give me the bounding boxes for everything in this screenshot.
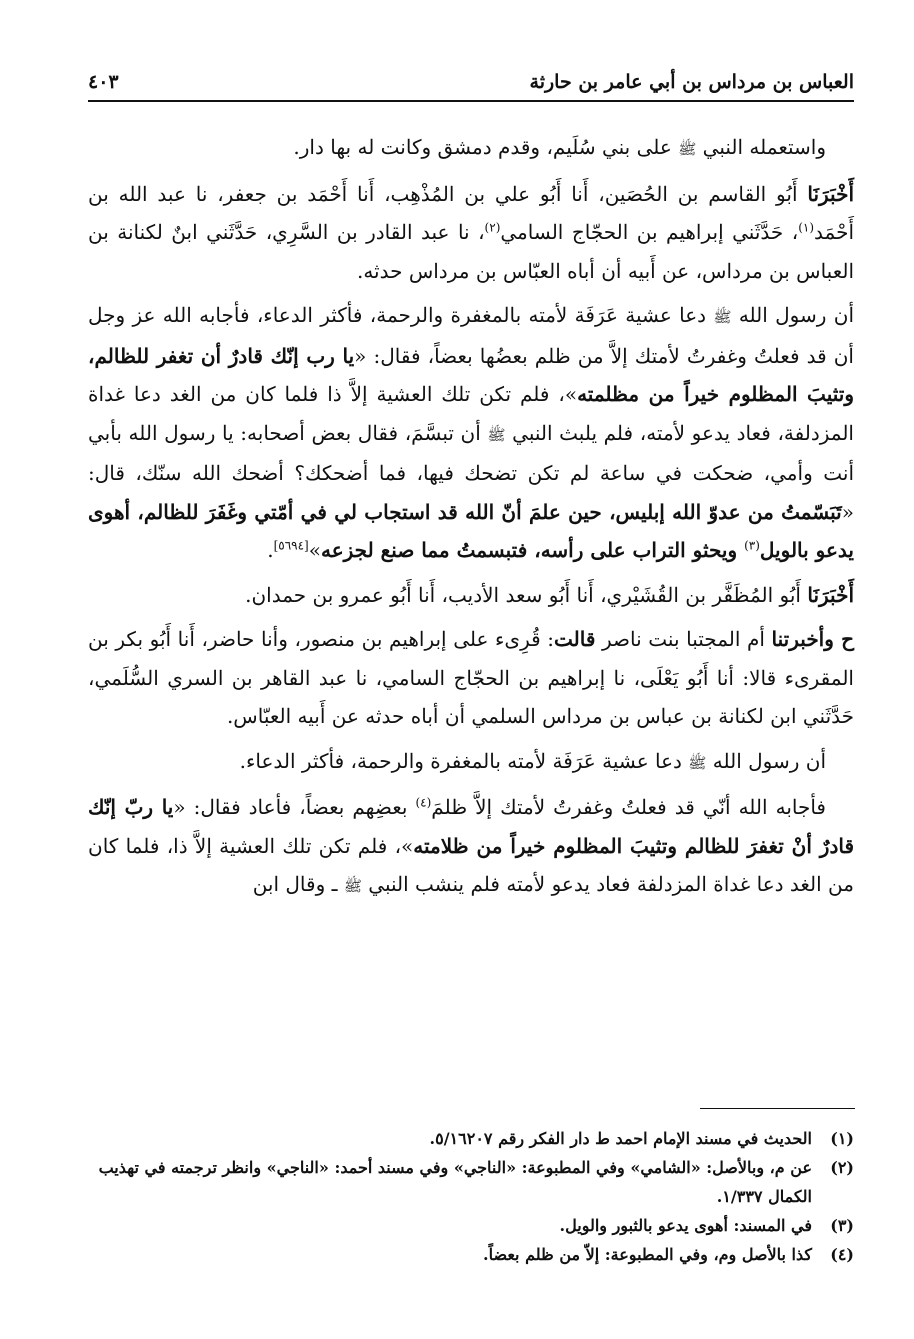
paragraph-7: [88, 788, 854, 906]
text-run: أن رسول الله: [731, 303, 854, 327]
paragraph-2: [88, 175, 854, 291]
text-run: دعا عشية عَرَفَة لأمته بالمغفرة والرحمة، فأكثر الدعاء.: [239, 748, 689, 773]
footnote: [88, 1153, 854, 1211]
text-run: فأجابه الله أنّي قد فعلتُ وغفرتُ لأمتك إلاَّ ظلمَ: [431, 795, 826, 819]
text-run: واستعمله النبي: [696, 135, 826, 159]
paragraph-1: [88, 128, 854, 169]
paragraph-4: [88, 576, 854, 615]
isnad-keyword: أَخْبَرَنَا: [807, 582, 854, 607]
paragraph-6: [88, 742, 854, 783]
isnad-keyword: ح وأخبرتنا: [771, 627, 855, 651]
main-text: [88, 128, 854, 906]
honorific-glyph: ﷺ: [713, 308, 732, 326]
running-header: [88, 62, 854, 102]
footnote-text: في المسند: أهوى يدعو بالثبور والويل.: [559, 1216, 812, 1235]
text-run: أَبُو المُظَفَّر بن القُشَيْري، أَنا أَبُو سعد الأديب، أَنا أَبُو عمرو بن حمدان.: [245, 582, 808, 607]
text-run: أَبُو القاسم بن الحُصَين، أَنا أَبُو علي بن المُذْهِب، أَنا أَحْمَد بن جعفر، نا عبد الله بن أَحْمَد: [88, 181, 854, 244]
text-run: أم المجتبا بنت ناصر: [595, 627, 772, 651]
header-title: العباس بن مرداس بن أبي عامر بن حارثة: [529, 71, 854, 93]
honorific-glyph: ﷺ: [487, 425, 506, 444]
hadith-quote: ويحثو التراب على رأسه، فتبسمتُ مما صنع لجزعه: [320, 538, 745, 562]
footnote-number: (٢): [830, 1158, 854, 1177]
text-run: ، حَدَّثَني إبراهيم بن الحجّاج السامي: [500, 220, 799, 244]
footnotes: [88, 1124, 854, 1269]
honorific-glyph: ﷺ: [688, 753, 707, 772]
hadith-quote: تَبَسّمتُ من عدوّ الله إبليس، حين علمَ أنّ الله قد استجاب لي في أمّتي وغَفَرَ للظالم، أهوى يدعو بالويل: [88, 499, 854, 562]
footnote-ref: (٤): [415, 795, 432, 810]
text-run: أن رسول الله: [706, 748, 826, 773]
footnote-number: (٣): [830, 1216, 854, 1235]
footnote-number: (١): [830, 1129, 854, 1148]
footnote-number: (٤): [830, 1245, 854, 1264]
text-run: على بني سُلَيم، وقدم دمشق وكانت له بها دار.: [293, 135, 679, 159]
text-run: : قُرِىء على إبراهيم بن منصور، وأنا حاضر، أَنا أَبُو بكر بن المقرىء قالا: أنا أَبُو يَعْلَى، نا إبراهيم بن الحجّاج السامي، نا عبد القاهر بن السري السُّلَمي، حَدَّثَني ابن لكنانة بن عباس بن مرداس السلمي أن أباه حدثه عن أَبيه العبّاس.: [88, 627, 854, 728]
isnad-keyword: أَخْبَرَنَا: [807, 181, 854, 206]
text-run: أن تبسَّمَ، فقال بعض أصحابه: يا رسول الله بأبي أنت وأمي، ضحكت في ساعة لم تكن تضحك فيها، فما أضحكك؟ أضحك الله سنّك، قال: «: [88, 420, 854, 524]
hadith-quote: يا رب إنّك قادرٌ أن تغفر للظالم، وتثيبَ المظلوم خيراً من مظلمته: [88, 343, 854, 406]
footnote: [88, 1124, 854, 1153]
text-run: »: [308, 538, 321, 562]
footnote-ref: (٣): [744, 538, 760, 553]
footnote: [88, 1211, 854, 1240]
text-run: بعضِهم بعضاً، فأعاد فقال: «: [173, 795, 416, 819]
footnote-ref: (٢): [484, 220, 501, 235]
page-number: ٤٠٣: [88, 71, 119, 93]
hadith-number: [٥٦٩٤]: [273, 538, 309, 553]
hadith-quote: يا ربّ إنّك قادرٌ أنْ تغفرَ للظالم وتثيبَ المظلوم خيراً من ظلامته: [88, 795, 855, 858]
footnote: [88, 1240, 854, 1269]
paragraph-3: [88, 296, 854, 570]
isnad-keyword: قالت: [554, 627, 596, 651]
text-run: »، فلم تكن تلك العشية إلاَّ ذا، فلما كان من الغد دعا غداة المزدلفة فعاد يدعو لأمته فلم ينشب النبي: [88, 833, 854, 896]
footnote-ref: (١): [798, 220, 815, 235]
footnote-text: الحديث في مسند الإمام احمد ط دار الفكر رقم ٥/١٦٢٠٧.: [429, 1129, 812, 1148]
footnote-text: كذا بالأصل وم، وفي المطبوعة: إلاّ من ظلم بعضاً.: [483, 1245, 812, 1264]
text-run: ـ وقال ابن: [252, 872, 344, 896]
honorific-glyph: ﷺ: [343, 877, 362, 895]
text-run: »، فلم تكن تلك العشية إلاَّ ذا فلما كان من الغد دعا غداة المزدلفة، فعاد يدعو لأمته، فلم يلبث النبي: [88, 382, 854, 445]
header-rule: [88, 100, 854, 102]
text-run: ، نا عبد القادر بن السَّرِي، حَدَّثَني ابنٌ لكنانة بن العباس بن مرداس، عن أَبيه أن أباه العبّاس بن مرداس حدثه.: [88, 220, 854, 283]
footnote-text: عن م، وبالأصل: «الشامي» وفي المطبوعة: «الناجي» وفي مسند أحمد: «الناجي» وانظر ترجمته في تهذيب الكمال ١/٣٣٧.: [98, 1158, 812, 1206]
paragraph-5: [88, 620, 854, 736]
text-run: دعا عشية عَرَفَة لأمته بالمغفرة والرحمة، فأكثر الدعاء، فأجابه الله عز وجل أن قد فعلتُ وغفرتُ لأمتك إلاَّ من ظلم بعضُها بعضاً، فقال: «: [88, 303, 854, 368]
footnote-rule: [700, 1108, 855, 1109]
text-run: .: [267, 538, 274, 562]
honorific-glyph: ﷺ: [678, 140, 697, 158]
